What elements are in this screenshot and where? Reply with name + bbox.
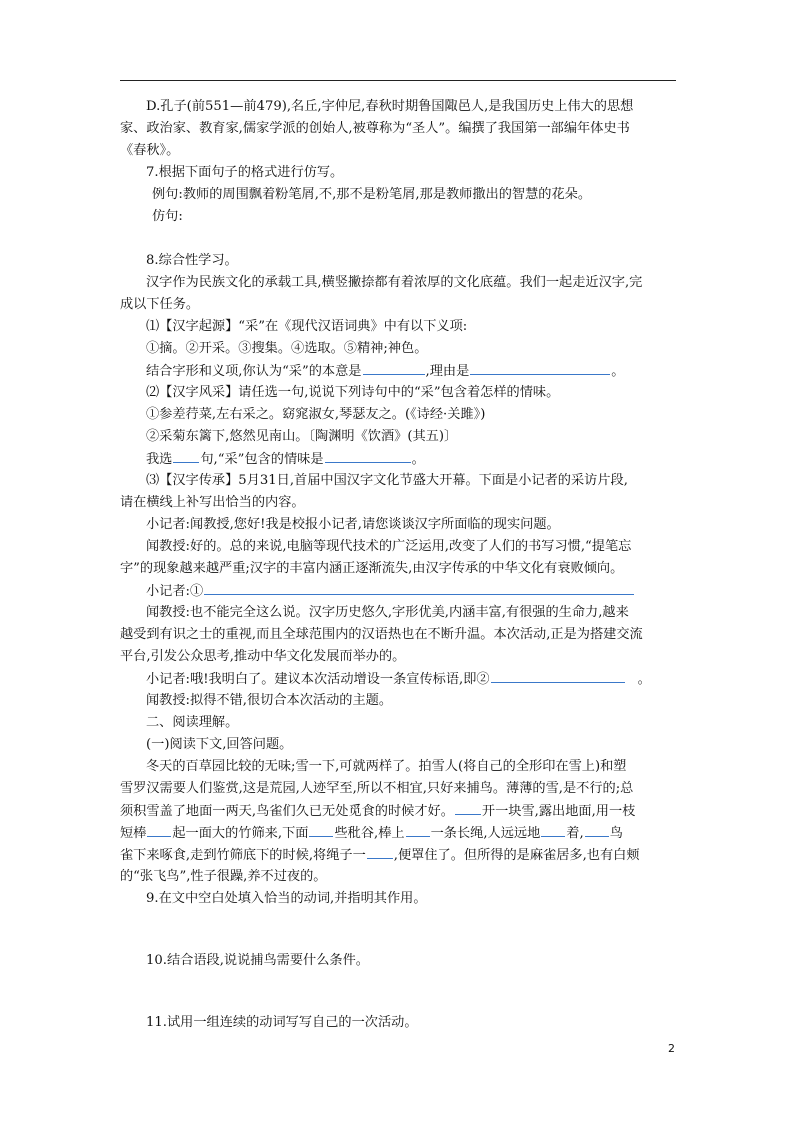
question-11: 11.试用一组连续的动词写写自己的一次活动。: [146, 1015, 418, 1030]
professor-line-2a: 闻教授:也不能完全这么说。汉字历史悠久,字形优美,内涵丰富,有很强的生命力,越来: [146, 605, 629, 620]
answer-blank[interactable]: [147, 822, 171, 837]
option-d-line1: D.孔子(前551—前479),名丘,字仲尼,春秋时期鲁国陬邑人,是我国历史上伟大的思想: [146, 99, 634, 114]
poem-2: ②采菊东篱下,悠然见南山。〔陶渊明《饮酒》(其五)〕: [146, 429, 458, 444]
passage-line-6: 的“张飞鸟”,性子很躁,养不过夜的。: [120, 869, 327, 884]
question-8-3-b: 请在横线上补写出恰当的内容。: [120, 495, 305, 510]
option-d-line3: 《春秋》。: [120, 143, 180, 158]
reporter-line-3: 小记者:哦!我明白了。建议本次活动增设一条宣传标语,即② 。: [120, 668, 676, 690]
question-8-1-ask: 结合字形和义项,你认为“采”的本意是 ,理由是 。: [120, 360, 676, 382]
question-8-1: ⑴【汉字起源】“采”在《现代汉语词典》中有以下义项:: [146, 319, 468, 334]
question-9: 9.在文中空白处填入恰当的动词,并指明其作用。: [146, 891, 427, 906]
question-8-3-a: ⑶【汉字传承】5月31日,首届中国汉字文化节盛大开幕。下面是小记者的采访片段,: [146, 473, 628, 488]
question-7-example: 例句:教师的周围飘着粉笔屑,不,那不是粉笔屑,那是教师撒出的智慧的花朵。: [152, 187, 592, 202]
question-8-intro-1: 汉字作为民族文化的承载工具,横竖撇捺都有着浓厚的文化底蕴。我们一起走近汉字,完: [146, 275, 643, 290]
passage-line-5: 雀下来啄食,走到竹筛底下的时候,将绳子一 ,便罩住了。但所得的是麻雀居多,也有白颊: [120, 844, 676, 866]
page-number: 2: [668, 1042, 675, 1055]
answer-blank[interactable]: [204, 580, 634, 595]
professor-line-2c: 平台,引发公众思考,推动中华文化发展而举办的。: [120, 649, 406, 664]
question-8: 8.综合性学习。: [146, 253, 238, 268]
answer-blank[interactable]: [491, 668, 625, 683]
question-7-imitate: 仿句:: [152, 209, 183, 224]
reporter-line-1: 小记者:闻教授,您好!我是校报小记者,请您谈谈汉字所面临的现实问题。: [146, 517, 560, 532]
header-rule: [120, 80, 676, 81]
professor-line-2b: 越受到有识之士的重视,而且全球范围内的汉语热也在不断升温。本次活动,正是为搭建交流: [120, 627, 643, 642]
answer-blank[interactable]: [455, 800, 481, 815]
question-7: 7.根据下面句子的格式进行仿写。: [146, 165, 344, 180]
passage-line-1: 冬天的百草园比较的无味;雪一下,可就两样了。拍雪人(将自己的全形印在雪上)和塑: [146, 759, 627, 774]
question-8-1-items: ①摘。②开采。③搜集。④选取。⑤精神;神色。: [146, 341, 428, 356]
passage-line-3: 须积雪盖了地面一两天,鸟雀们久已无处觅食的时候才好。 开一块雪,露出地面,用一枝: [120, 800, 676, 822]
answer-blank[interactable]: [470, 360, 610, 375]
professor-line-1b: 字”的现象越来越严重;汉字的丰富内涵正逐渐流失,由汉字传承的中华文化有衰败倾向。: [120, 561, 624, 576]
answer-blank[interactable]: [585, 822, 609, 837]
answer-blank[interactable]: [406, 822, 430, 837]
answer-blank[interactable]: [173, 448, 199, 463]
passage-line-2: 雪罗汉需要人们鉴赏,这是荒园,人迹罕至,所以不相宜,只好来捕鸟。薄薄的雪,是不行的;总: [120, 781, 634, 796]
reporter-line-2: 小记者:①: [120, 580, 676, 602]
poem-1: ①参差荇菜,左右采之。窈窕淑女,琴瑟友之。(《诗经·关雎》): [146, 407, 486, 422]
question-8-2: ⑵【汉字风采】请任选一句,说说下列诗句中的“采”包含着怎样的情味。: [146, 385, 560, 400]
passage-line-4: 短棒 起一面大的竹筛来,下面 些秕谷,棒上 一条长绳,人远远地 着, 鸟: [120, 822, 676, 844]
option-d-line2: 家、政治家、教育家,儒家学派的创始人,被尊称为“圣人”。编撰了我国第一部编年体史书: [120, 121, 630, 136]
section-2-heading: 二、阅读理解。: [146, 715, 239, 730]
professor-line-3: 闻教授:拟得不错,很切合本次活动的主题。: [146, 693, 393, 708]
answer-blank[interactable]: [363, 360, 425, 375]
answer-blank[interactable]: [325, 448, 411, 463]
section-2-1-heading: (一)阅读下文,回答问题。: [146, 737, 293, 752]
question-10: 10.结合语段,说说捕鸟需要什么条件。: [146, 953, 369, 968]
answer-blank[interactable]: [367, 844, 393, 859]
professor-line-1a: 闻教授:好的。总的来说,电脑等现代技术的广泛运用,改变了人们的书写习惯,“提笔忘: [146, 539, 632, 554]
document-body: [120, 96, 676, 1034]
question-8-intro-2: 成以下任务。: [120, 297, 200, 312]
answer-blank[interactable]: [309, 822, 333, 837]
question-8-2-answer: 我选 句,“采”包含的情味是 。: [120, 448, 676, 470]
answer-blank[interactable]: [541, 822, 565, 837]
